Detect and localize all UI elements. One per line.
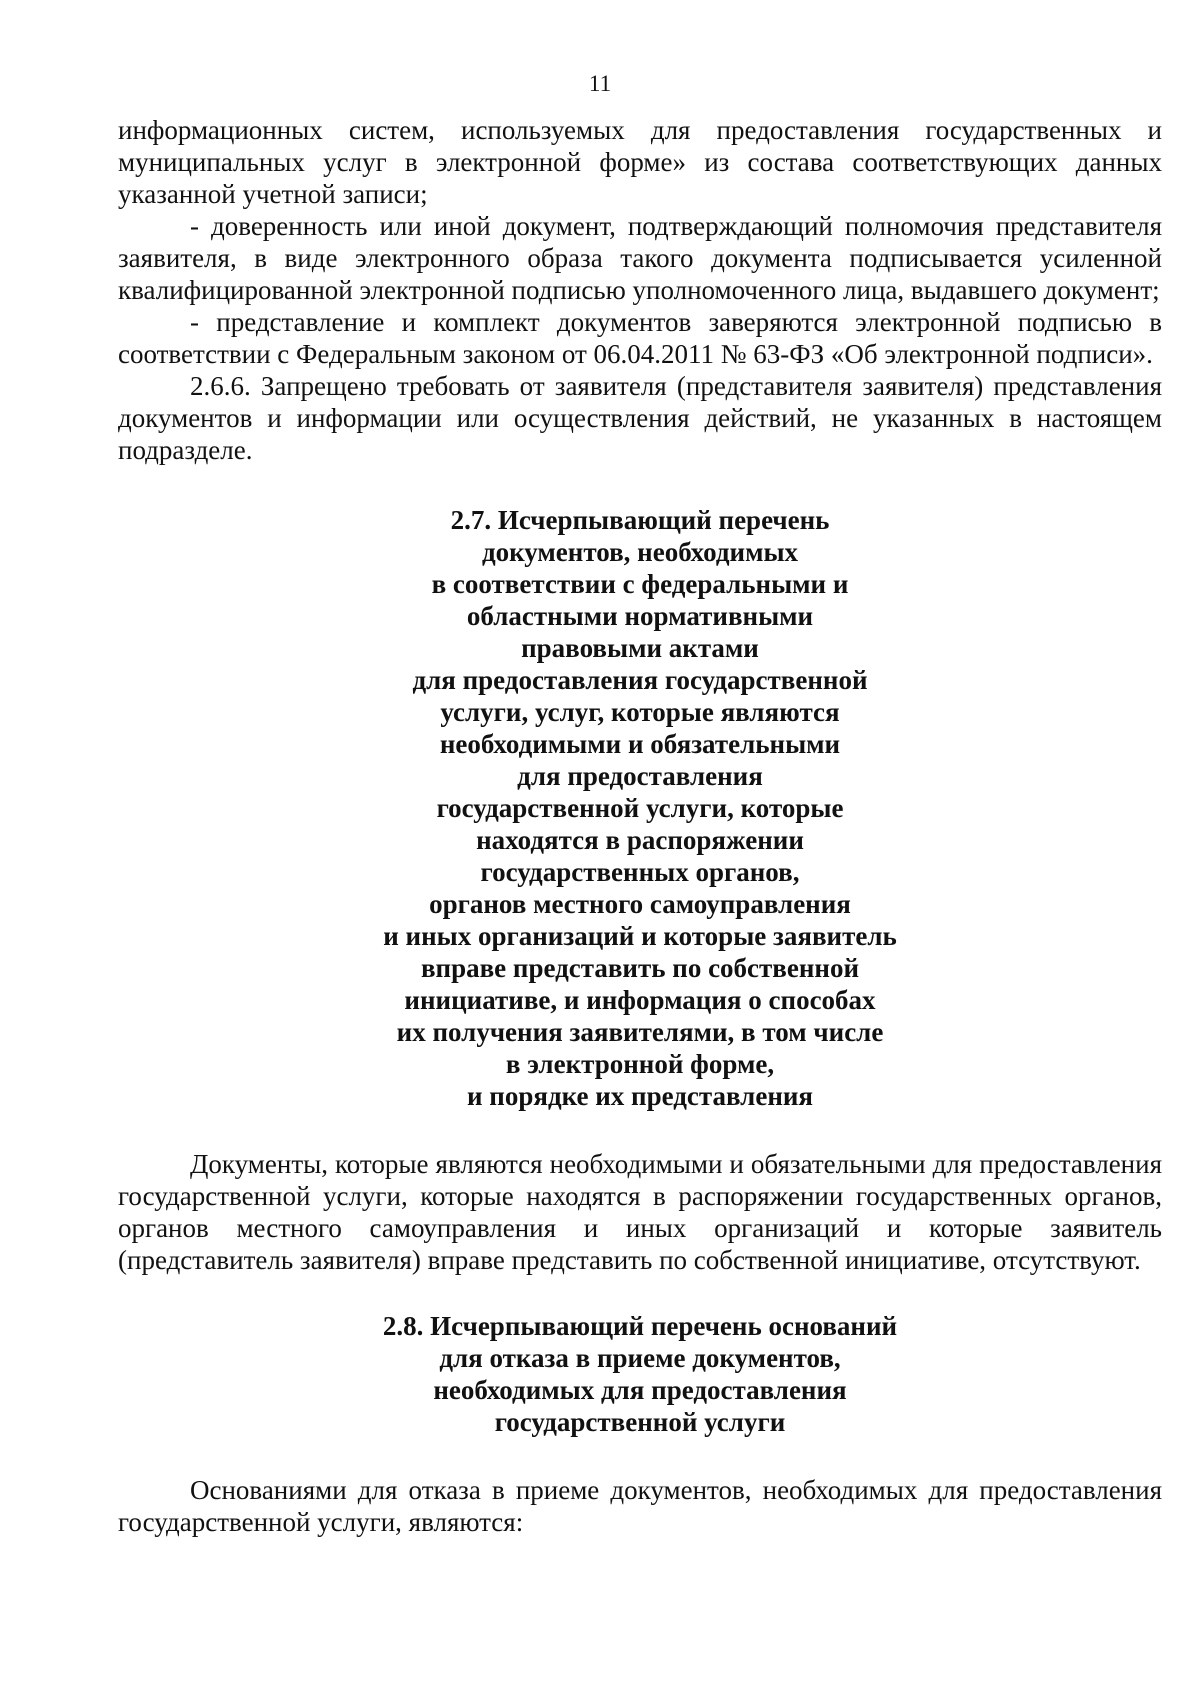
heading-line: для предоставления xyxy=(517,761,763,791)
heading-line: правовыми актами xyxy=(521,633,759,663)
heading-line: 2.7. Исчерпывающий перечень xyxy=(450,505,830,535)
paragraph-2-6-6: 2.6.6. Запрещено требовать от заявителя (представителя заявителя) представления документов и информации или осуществления действий, не указанных в настоящем подразделе. xyxy=(118,371,1162,465)
heading-line: 2.8. Исчерпывающий перечень оснований xyxy=(382,1311,898,1341)
heading-line: и порядке их представления xyxy=(466,1081,814,1111)
heading-line: в электронной форме, xyxy=(505,1049,775,1079)
heading-line: для отказа в приеме документов, xyxy=(439,1343,841,1373)
section-heading-2-7 xyxy=(118,504,1162,1112)
heading-line: необходимыми и обязательными xyxy=(439,729,841,759)
heading-line: необходимых для предоставления xyxy=(433,1375,847,1405)
section-heading-2-8 xyxy=(118,1310,1162,1438)
heading-line: в соответствии с федеральными и xyxy=(431,569,849,599)
heading-line: их получения заявителями, в том числе xyxy=(396,1017,884,1047)
heading-line: находятся в распоряжении xyxy=(476,825,804,855)
heading-line: органов местного самоуправления xyxy=(429,889,851,919)
heading-line: и иных организаций и которые заявитель xyxy=(383,921,897,951)
paragraph-refusal-grounds: Основаниями для отказа в приеме документов, необходимых для предоставления государственной услуги, являются: xyxy=(118,1475,1162,1537)
heading-line: государственных органов, xyxy=(480,857,800,887)
paragraph-signature: - представление и комплект документов заверяются электронной подписью в соответствии с Федеральным законом от 06.04.2011 № 63-ФЗ «Об электронной подписи». xyxy=(118,307,1162,369)
paragraph-continuation: информационных систем, используемых для предоставления государственных и муниципальных услуг в электронной форме» из состава соответствующих данных указанной учетной записи; xyxy=(118,115,1162,209)
paragraph-power-of-attorney: - доверенность или иной документ, подтверждающий полномочия представителя заявителя, в виде электронного образа такого документа подписывается усиленной квалифицированной электронной подписью уполномоченного лица, выдавшего документ; xyxy=(118,211,1162,305)
paragraph-documents-absent: Документы, которые являются необходимыми и обязательными для предоставления государственной услуги, которые находятся в распоряжении государственных органов, органов местного самоуправления и иных организаций и которые заявитель (представитель заявителя) вправе представить по собственной инициативе, отсутствуют. xyxy=(118,1149,1162,1275)
page-number: 11 xyxy=(588,71,612,96)
heading-line: областными нормативными xyxy=(466,601,814,631)
heading-line: инициативе, и информация о способах xyxy=(404,985,876,1015)
heading-line: государственной услуги, которые xyxy=(436,793,844,823)
heading-line: услуги, услуг, которые являются xyxy=(440,697,840,727)
heading-line: государственной услуги xyxy=(494,1407,786,1437)
heading-line: документов, необходимых xyxy=(481,537,799,567)
heading-line: для предоставления государственной xyxy=(412,665,868,695)
heading-line: вправе представить по собственной xyxy=(420,953,860,983)
document-body xyxy=(118,114,1162,1538)
